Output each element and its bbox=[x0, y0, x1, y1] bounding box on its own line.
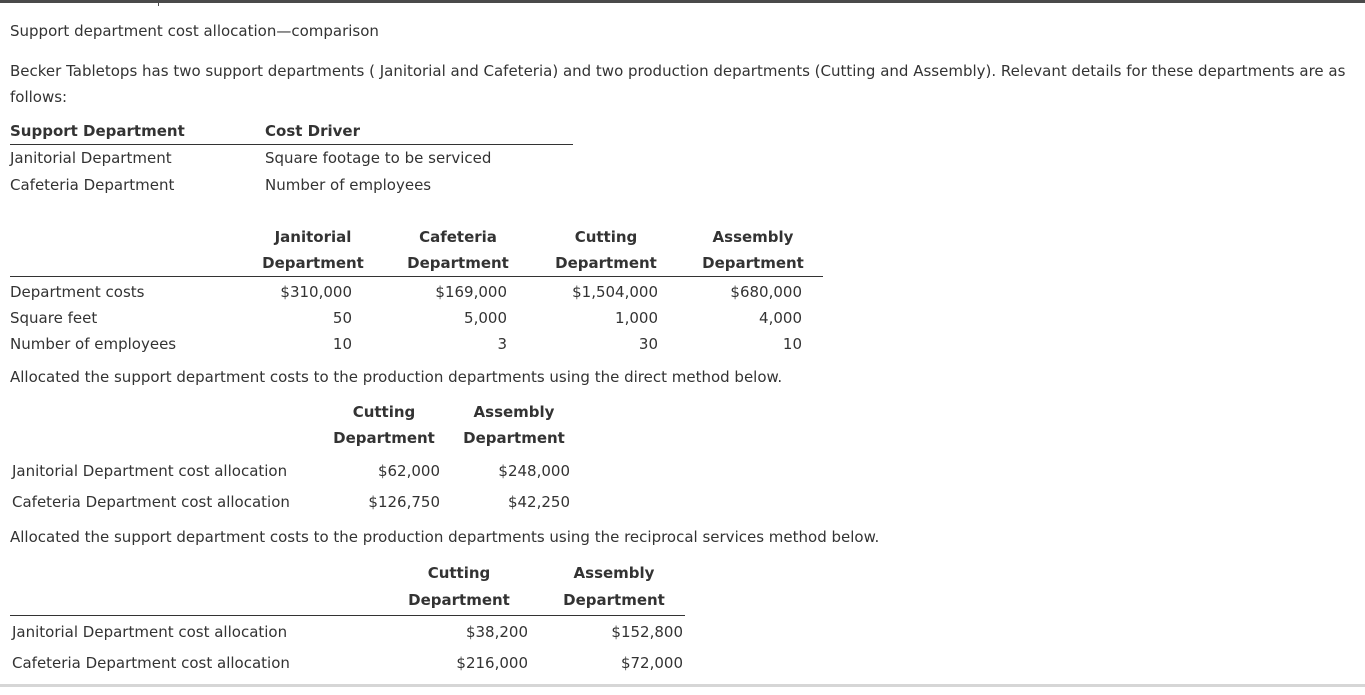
direct-header-assembly-1: Assembly bbox=[473, 403, 555, 421]
direct-row-cafeteria-label: Cafeteria Department cost allocation bbox=[12, 493, 290, 511]
recip-row-janitorial-label: Janitorial Department cost allocation bbox=[12, 623, 288, 641]
driver-row-janitorial-label: Janitorial Department bbox=[10, 149, 172, 167]
direct-header-cutting-1: Cutting bbox=[352, 403, 416, 421]
page-title: Support department cost allocation—comparison bbox=[10, 22, 379, 40]
recip-header-assembly-2: Department bbox=[563, 591, 665, 609]
dept-row-sqft-janitorial: 50 bbox=[332, 309, 352, 327]
top-border bbox=[0, 0, 1365, 3]
dept-header-cafeteria-1: Cafeteria bbox=[419, 228, 497, 246]
intro-line-1: Becker Tabletops has two support departments ( Janitorial and Cafeteria) and two production departments (Cutting and Assembly). Relevant details for these departments are as bbox=[10, 62, 1346, 80]
recip-row-cafeteria-label: Cafeteria Department cost allocation bbox=[12, 654, 290, 672]
direct-row-cafeteria-assembly: $42,250 bbox=[507, 493, 570, 511]
dept-header-cutting-2: Department bbox=[555, 254, 657, 272]
direct-row-cafeteria-cutting: $126,750 bbox=[368, 493, 440, 511]
dept-header-cutting-1: Cutting bbox=[574, 228, 638, 246]
recip-header-cutting-1: Cutting bbox=[427, 564, 491, 582]
recip-row-cafeteria-cutting: $216,000 bbox=[456, 654, 528, 672]
dept-row-employees-label: Number of employees bbox=[10, 335, 177, 353]
dept-row-employees-assembly: 10 bbox=[782, 335, 802, 353]
intro-line-2: follows: bbox=[10, 88, 68, 106]
dept-row-costs-cutting: $1,504,000 bbox=[572, 283, 658, 301]
dept-header-janitorial-2: Department bbox=[262, 254, 364, 272]
dept-row-employees-cutting: 30 bbox=[638, 335, 658, 353]
reciprocal-method-intro: Allocated the support department costs to the production departments using the reciprocal services method below. bbox=[10, 528, 880, 546]
recip-row-cafeteria-assembly: $72,000 bbox=[620, 654, 683, 672]
dept-row-costs-janitorial: $310,000 bbox=[280, 283, 352, 301]
direct-header-cutting-2: Department bbox=[333, 429, 435, 447]
dept-header-assembly-1: Assembly bbox=[712, 228, 794, 246]
direct-row-janitorial-assembly: $248,000 bbox=[498, 462, 570, 480]
dept-row-employees-cafeteria: 3 bbox=[497, 335, 507, 353]
recip-header-rule bbox=[10, 615, 685, 616]
dept-header-rule bbox=[10, 276, 823, 277]
dept-row-sqft-label: Square feet bbox=[10, 309, 98, 327]
dept-row-sqft-cafeteria: 5,000 bbox=[464, 309, 507, 327]
dept-header-cafeteria-2: Department bbox=[407, 254, 509, 272]
recip-row-janitorial-cutting: $38,200 bbox=[465, 623, 528, 641]
dept-header-assembly-2: Department bbox=[702, 254, 804, 272]
bottom-border bbox=[0, 684, 1365, 687]
dept-row-sqft-cutting: 1,000 bbox=[615, 309, 658, 327]
dept-header-janitorial-1: Janitorial bbox=[274, 228, 352, 246]
driver-row-janitorial-driver: Square footage to be serviced bbox=[265, 149, 492, 167]
recip-header-assembly-1: Assembly bbox=[573, 564, 655, 582]
recip-header-cutting-2: Department bbox=[408, 591, 510, 609]
direct-method-intro: Allocated the support department costs to the production departments using the direct method below. bbox=[10, 368, 783, 386]
top-border-notch bbox=[158, 0, 159, 6]
dept-row-sqft-assembly: 4,000 bbox=[759, 309, 802, 327]
driver-header-support: Support Department bbox=[10, 122, 185, 140]
direct-header-assembly-2: Department bbox=[463, 429, 565, 447]
direct-row-janitorial-cutting: $62,000 bbox=[377, 462, 440, 480]
dept-row-costs-assembly: $680,000 bbox=[730, 283, 802, 301]
dept-row-costs-label: Department costs bbox=[10, 283, 145, 301]
direct-row-janitorial-label: Janitorial Department cost allocation bbox=[12, 462, 288, 480]
driver-header-rule bbox=[10, 144, 573, 145]
dept-row-employees-janitorial: 10 bbox=[332, 335, 352, 353]
driver-row-cafeteria-driver: Number of employees bbox=[265, 176, 432, 194]
recip-row-janitorial-assembly: $152,800 bbox=[611, 623, 683, 641]
driver-header-cost-driver: Cost Driver bbox=[265, 122, 360, 140]
dept-row-costs-cafeteria: $169,000 bbox=[435, 283, 507, 301]
driver-row-cafeteria-label: Cafeteria Department bbox=[10, 176, 175, 194]
